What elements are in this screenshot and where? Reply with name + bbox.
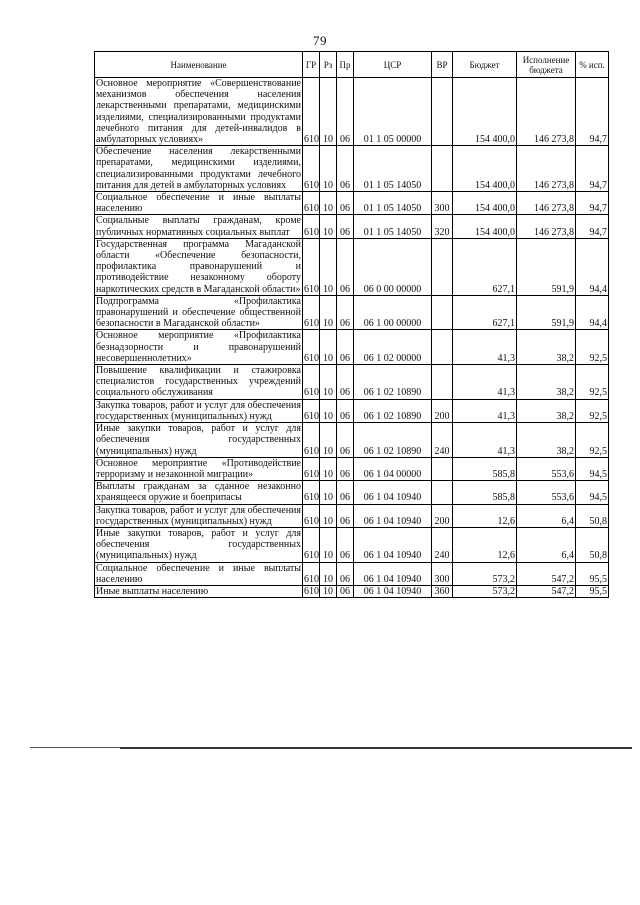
row-budget: 627,1: [453, 238, 517, 295]
row-pr: 06: [337, 457, 354, 480]
table-row: [95, 238, 609, 295]
table-row: [95, 527, 609, 562]
row-percent: 94,7: [576, 78, 609, 146]
row-execution: 146 273,8: [517, 192, 576, 215]
row-budget: 41,3: [453, 330, 517, 365]
row-execution: 38,2: [517, 330, 576, 365]
row-execution: 146 273,8: [517, 146, 576, 192]
row-pr: 06: [337, 215, 354, 238]
row-name: Повышение квалификации и стажировка специалистов государственных учреждений социального обслуживания: [96, 365, 301, 399]
row-pr: 06: [337, 238, 354, 295]
row-name: Основное мероприятие «Совершенствование механизмов обеспечения населения лекарственными препаратами, медицинскими изделиями, специализированными продуктами лечебного питания для детей-инвалидов в амбулаторных условиях»: [96, 78, 301, 146]
row-pr: 06: [337, 423, 354, 458]
row-csr: 06 0 00 00000: [354, 238, 432, 295]
row-pr: 06: [337, 481, 354, 504]
row-gr: 610: [304, 585, 319, 597]
row-gr: 610: [303, 192, 320, 215]
row-budget: 41,3: [453, 399, 517, 422]
row-vr: 300: [432, 192, 453, 215]
row-name: Социальные выплаты гражданам, кроме публичных нормативных социальных выплат: [96, 215, 301, 238]
row-csr: 01 1 05 00000: [354, 78, 432, 146]
row-gr: 610: [303, 238, 320, 295]
row-gr: 610: [303, 146, 320, 192]
row-csr: 06 1 02 10890: [354, 399, 432, 422]
row-gr: 610: [303, 295, 320, 330]
row-csr: 01 1 05 14050: [354, 146, 432, 192]
row-execution: 6,4: [517, 504, 576, 527]
table-row: [95, 146, 609, 192]
row-rz: 10: [320, 146, 337, 192]
row-csr: 06 1 04 10940: [354, 527, 432, 562]
row-budget: 12,6: [453, 527, 517, 562]
row-csr: 01 1 05 14050: [354, 192, 432, 215]
row-gr: 610: [303, 527, 320, 562]
row-vr: [432, 238, 453, 295]
row-rz: 10: [320, 585, 337, 597]
row-execution: 591,9: [517, 238, 576, 295]
header-name: Наименование: [95, 52, 303, 78]
row-vr: 200: [432, 399, 453, 422]
row-pr: 06: [337, 146, 354, 192]
row-csr: 06 1 04 10940: [354, 585, 432, 597]
row-pr: 06: [337, 192, 354, 215]
row-name: Основное мероприятие «Противодействие терроризму и незаконной миграции»: [96, 457, 301, 480]
row-pr: 06: [337, 330, 354, 365]
row-gr: 610: [303, 457, 320, 480]
row-gr: 610: [303, 330, 320, 365]
row-vr: [432, 365, 453, 400]
row-execution: 38,2: [517, 399, 576, 422]
row-execution: 547,2: [517, 585, 576, 597]
row-percent: 95,5: [576, 585, 609, 597]
row-name: Подпрограмма «Профилактика правонарушений и обеспечение общественной безопасности в Магаданской области»: [96, 295, 301, 330]
row-name: Закупка товаров, работ и услуг для обеспечения государственных (муниципальных) нужд: [96, 504, 301, 527]
row-gr: 610: [303, 399, 320, 422]
row-name: Выплаты гражданам за сданное незаконно хранящееся оружие и боеприпасы: [96, 481, 301, 504]
row-gr: 610: [303, 481, 320, 504]
row-csr: 06 1 04 10940: [354, 481, 432, 504]
header-gr: ГР: [303, 52, 320, 78]
row-budget: 12,6: [453, 504, 517, 527]
row-budget: 573,2: [453, 585, 517, 597]
row-vr: [432, 146, 453, 192]
table-row: [95, 295, 609, 330]
row-budget: 41,3: [453, 423, 517, 458]
table-row: [95, 78, 609, 146]
table-row: [95, 423, 609, 458]
header-pr: Пр: [337, 52, 354, 78]
row-execution: 591,9: [517, 295, 576, 330]
row-rz: 10: [320, 399, 337, 422]
row-name: Закупка товаров, работ и услуг для обеспечения государственных (муниципальных) нужд: [96, 399, 301, 422]
row-name: Государственная программа Магаданской области «Обеспечение безопасности, профилактика правонарушений и противодействие незаконному обороту наркотических средств в Магаданской области»: [96, 238, 301, 295]
row-percent: 50,8: [576, 504, 609, 527]
row-percent: 92,5: [576, 399, 609, 422]
row-budget: 627,1: [453, 295, 517, 330]
row-vr: 200: [432, 504, 453, 527]
row-csr: 06 1 04 10940: [354, 504, 432, 527]
row-percent: 94,4: [576, 295, 609, 330]
row-rz: 10: [320, 481, 337, 504]
row-rz: 10: [320, 215, 337, 238]
row-execution: 38,2: [517, 365, 576, 400]
table-row: [95, 330, 609, 365]
table-header-row: [95, 52, 609, 78]
row-gr: 610: [303, 562, 320, 585]
row-rz: 10: [320, 295, 337, 330]
table-row: [95, 504, 609, 527]
row-name: Социальное обеспечение и иные выплаты населению: [96, 192, 301, 215]
table-row: [95, 192, 609, 215]
header-percent: % исп.: [576, 52, 609, 78]
row-budget: 585,8: [453, 457, 517, 480]
row-execution: 547,2: [517, 562, 576, 585]
row-execution: 553,6: [517, 481, 576, 504]
row-csr: 06 1 04 10940: [354, 562, 432, 585]
row-percent: 94,5: [576, 457, 609, 480]
row-vr: 320: [432, 215, 453, 238]
row-rz: 10: [320, 192, 337, 215]
row-percent: 92,5: [576, 423, 609, 458]
row-rz: 10: [320, 330, 337, 365]
table-row: [95, 585, 609, 597]
row-execution: 553,6: [517, 457, 576, 480]
row-name: Иные закупки товаров, работ и услуг для обеспечения государственных (муниципальных) нужд: [96, 527, 301, 562]
row-gr: 610: [303, 504, 320, 527]
row-budget: 585,8: [453, 481, 517, 504]
row-name: Социальное обеспечение и иные выплаты населению: [96, 562, 301, 585]
table-row: [95, 399, 609, 422]
row-percent: 94,7: [576, 215, 609, 238]
row-budget: 41,3: [453, 365, 517, 400]
budget-table: [94, 51, 609, 598]
row-rz: 10: [320, 78, 337, 146]
row-name: Иные выплаты населению: [95, 585, 303, 597]
row-vr: [432, 295, 453, 330]
row-vr: [432, 330, 453, 365]
row-csr: 06 1 02 10890: [354, 423, 432, 458]
bottom-rule-thick: [120, 747, 632, 749]
table-row: [95, 365, 609, 400]
row-pr: 06: [337, 504, 354, 527]
row-percent: 94,4: [576, 238, 609, 295]
row-pr: 06: [337, 562, 354, 585]
row-percent: 50,8: [576, 527, 609, 562]
row-budget: 154 400,0: [453, 215, 517, 238]
row-csr: 01 1 05 14050: [354, 215, 432, 238]
row-vr: [432, 481, 453, 504]
row-rz: 10: [320, 504, 337, 527]
row-pr: 06: [337, 295, 354, 330]
row-execution: 6,4: [517, 527, 576, 562]
row-name: Иные закупки товаров, работ и услуг для обеспечения государственных (муниципальных) нужд: [96, 423, 301, 457]
row-budget: 154 400,0: [453, 78, 517, 146]
table-row: [95, 481, 609, 504]
row-execution: 146 273,8: [517, 215, 576, 238]
row-rz: 10: [320, 423, 337, 458]
header-rz: Рз: [320, 52, 337, 78]
row-budget: 154 400,0: [453, 192, 517, 215]
table-row: [95, 457, 609, 480]
header-vr: ВР: [432, 52, 453, 78]
header-csr: ЦСР: [354, 52, 432, 78]
row-vr: [432, 457, 453, 480]
row-rz: 10: [320, 562, 337, 585]
row-rz: 10: [320, 527, 337, 562]
row-rz: 10: [320, 457, 337, 480]
row-percent: 94,5: [576, 481, 609, 504]
row-name: Основное мероприятие «Профилактика безнадзорности и правонарушений несовершеннолетних»: [96, 330, 301, 364]
row-pr: 06: [337, 585, 354, 597]
row-gr: 610: [303, 365, 320, 400]
row-budget: 573,2: [453, 562, 517, 585]
header-execution: Исполнение бюджета: [517, 52, 576, 78]
row-percent: 94,7: [576, 192, 609, 215]
row-pr: 06: [337, 527, 354, 562]
table-body: [95, 78, 609, 598]
row-csr: 06 1 02 00000: [354, 330, 432, 365]
row-vr: [432, 78, 453, 146]
row-vr: 240: [432, 527, 453, 562]
row-rz: 10: [320, 238, 337, 295]
row-csr: 06 1 00 00000: [354, 295, 432, 330]
row-vr: 240: [432, 423, 453, 458]
row-percent: 92,5: [576, 365, 609, 400]
table-row: [95, 562, 609, 585]
row-name: Обеспечение населения лекарственными препаратами, медицинскими изделиями, специализированными продуктами лечебного питания для детей в амбулаторных условиях: [96, 146, 301, 191]
header-budget: Бюджет: [453, 52, 517, 78]
row-execution: 146 273,8: [517, 78, 576, 146]
row-gr: 610: [303, 423, 320, 458]
row-csr: 06 1 04 00000: [354, 457, 432, 480]
row-gr: 610: [303, 78, 320, 146]
row-percent: 92,5: [576, 330, 609, 365]
row-pr: 06: [337, 365, 354, 400]
row-rz: 10: [320, 365, 337, 400]
row-pr: 06: [337, 78, 354, 146]
row-budget: 154 400,0: [453, 146, 517, 192]
page-number: 79: [313, 33, 327, 48]
row-vr: 360: [432, 585, 453, 597]
row-vr: 300: [432, 562, 453, 585]
row-percent: 95,5: [576, 562, 609, 585]
row-gr: 610: [303, 215, 320, 238]
row-pr: 06: [337, 399, 354, 422]
row-execution: 38,2: [517, 423, 576, 458]
table-row: [95, 215, 609, 238]
row-percent: 94,7: [576, 146, 609, 192]
row-csr: 06 1 02 10890: [354, 365, 432, 400]
